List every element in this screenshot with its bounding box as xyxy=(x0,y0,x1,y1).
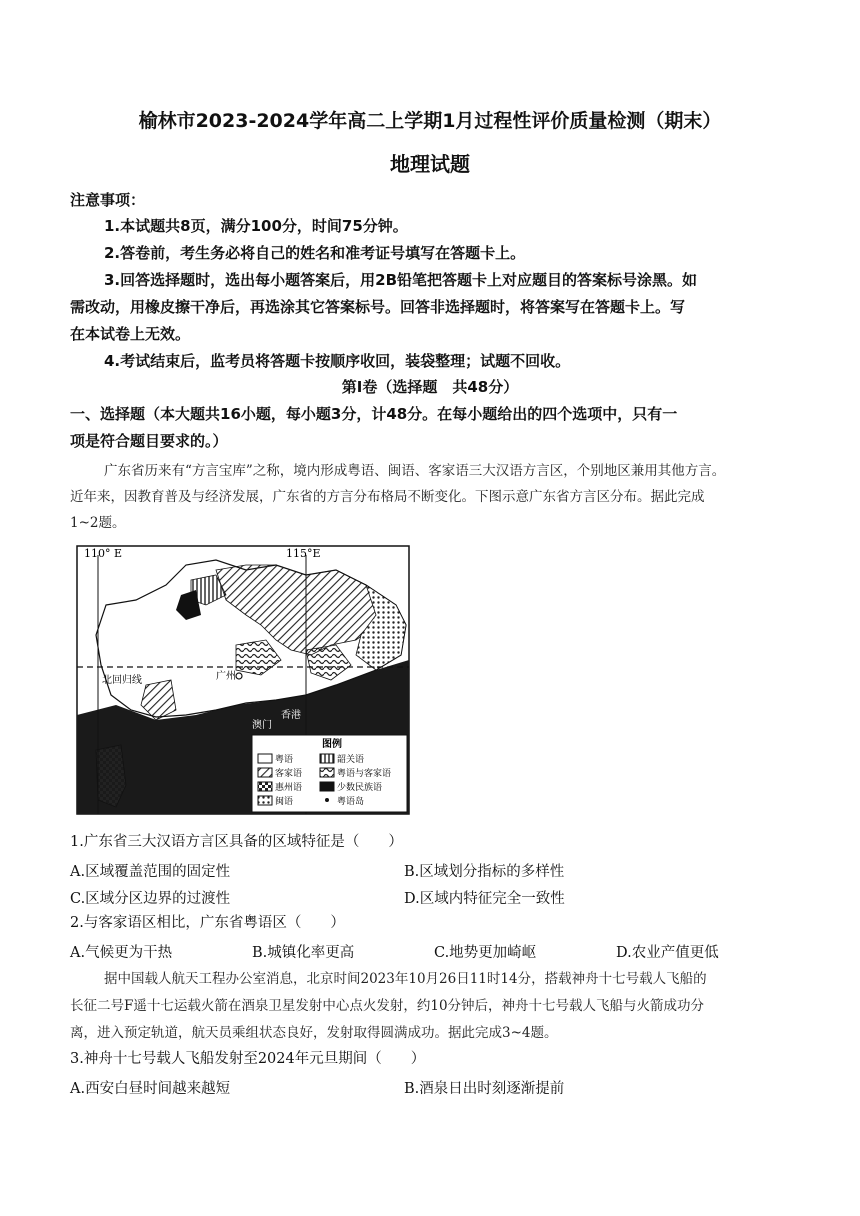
city-label-macau: 澳门 xyxy=(252,720,272,731)
legend-label: 惠州语 xyxy=(275,783,303,793)
passage-line: 近年来，因教育普及与经济发展，广东省的方言分布格局不断变化。下图示意广东省方言区分布。据此完成 xyxy=(70,489,705,505)
notice-heading: 注意事项： xyxy=(70,191,146,209)
notice-item: 2.答卷前，考生务必将自己的姓名和准考证号填写在答题卡上。 xyxy=(104,244,526,262)
question-stem: 3.神舟十七号载人飞船发射至2024年元旦期间（ ） xyxy=(70,1051,426,1067)
option-d: D.农业产值更低 xyxy=(616,945,719,961)
passage-line: 广东省历来有“方言宝库”之称，境内形成粤语、闽语、客家语三大汉语方言区，个别地区兼用其他方言。 xyxy=(104,463,726,479)
lon-label: 115°E xyxy=(286,547,321,560)
option-b: B.酒泉日出时刻逐渐提前 xyxy=(404,1081,565,1097)
notice-item: 在本试卷上无效。 xyxy=(70,325,191,343)
legend-label: 闽语 xyxy=(275,797,294,807)
dialect-map xyxy=(76,545,410,815)
option-a: A.气候更为干热 xyxy=(70,945,173,961)
lon-label: 110° E xyxy=(84,547,123,560)
question-stem: 1.广东省三大汉语方言区具备的区域特征是（ ） xyxy=(70,834,403,850)
option-a: A.区域覆盖范围的固定性 xyxy=(70,864,231,880)
section-title: 第Ⅰ卷（选择题 共48分） xyxy=(341,378,519,396)
tropic-label: 北回归线 xyxy=(102,675,142,686)
notice-item: 4.考试结束后，监考员将答题卡按顺序收回，装袋整理；试题不回收。 xyxy=(104,352,571,370)
question-stem: 2.与客家语区相比，广东省粤语区（ ） xyxy=(70,915,345,931)
legend-label: 客家语 xyxy=(275,769,303,779)
city-label-hongkong: 香港 xyxy=(281,710,301,721)
passage-line: 离，进入预定轨道，航天员乘组状态良好，发射取得圆满成功。据此完成3~4题。 xyxy=(70,1025,558,1041)
option-a: A.西安白昼时间越来越短 xyxy=(70,1081,231,1097)
passage-line: 据中国载人航天工程办公室消息，北京时间2023年10月26日11时14分，搭载神舟十七号载人飞船的 xyxy=(104,971,707,987)
section-instruction: 项是符合题目要求的。） xyxy=(70,432,228,450)
legend-label: 韶关语 xyxy=(337,755,365,765)
section-instruction: 一、选择题（本大题共16小题，每小题3分，计48分。在每小题给出的四个选项中，只有一 xyxy=(70,405,678,423)
legend-label: 少数民族语 xyxy=(337,783,383,793)
map-legend xyxy=(252,735,407,812)
exam-subtitle: 地理试题 xyxy=(390,152,470,176)
city-marker xyxy=(236,673,242,679)
passage-line: 长征二号F遥十七运载火箭在酒泉卫星发射中心点火发射，约10分钟后，神舟十七号载人飞船与火箭成功分 xyxy=(70,998,705,1014)
legend-label: 粤语与客家语 xyxy=(337,769,392,779)
notice-item: 3.回答选择题时，选出每小题答案后，用2B铅笔把答题卡上对应题目的答案标号涂黑。如 xyxy=(104,271,698,289)
notice-item: 1.本试题共8页，满分100分，时间75分钟。 xyxy=(104,217,408,235)
legend-label: 粤语岛 xyxy=(337,797,365,807)
legend-label: 粤语 xyxy=(275,755,294,765)
option-c: C.区域分区边界的过渡性 xyxy=(70,891,231,907)
option-b: B.城镇化率更高 xyxy=(252,945,355,961)
option-d: D.区域内特征完全一致性 xyxy=(404,891,565,907)
exam-title: 榆林市2023-2024学年高二上学期1月过程性评价质量检测（期末） xyxy=(138,110,722,132)
option-b: B.区域划分指标的多样性 xyxy=(404,864,565,880)
notice-item: 需改动，用橡皮擦干净后，再选涂其它答案标号。回答非选择题时，将答案写在答题卡上。写 xyxy=(70,298,686,316)
passage-line: 1~2题。 xyxy=(70,515,126,531)
option-c: C.地势更加崎岖 xyxy=(434,945,537,961)
legend-title: 图例 xyxy=(322,739,342,750)
city-label-guangzhou: 广州 xyxy=(216,671,236,682)
